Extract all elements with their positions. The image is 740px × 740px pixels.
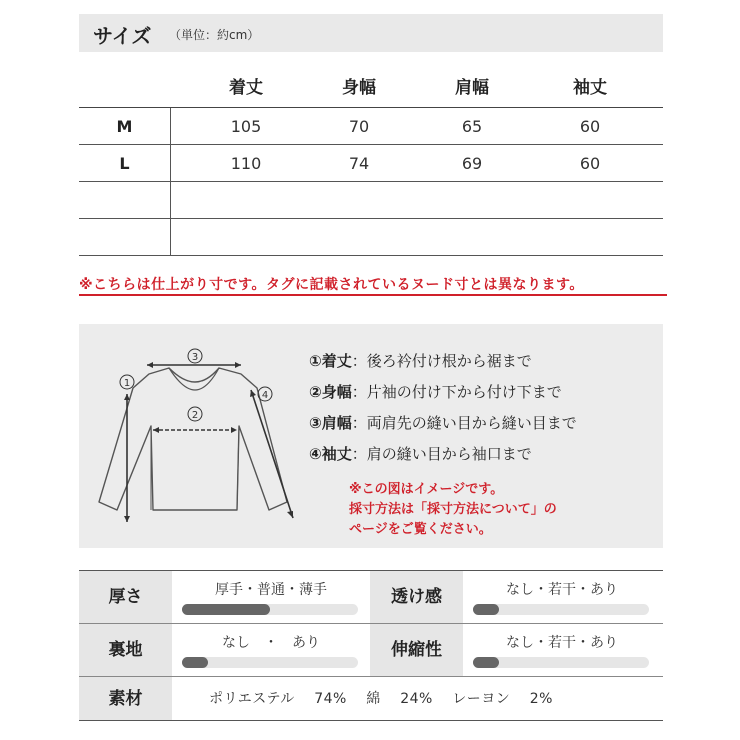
size-table bbox=[79, 70, 663, 256]
thickness-bar-fill bbox=[182, 604, 270, 615]
table-cell: 60 bbox=[579, 154, 601, 173]
legend-item bbox=[309, 350, 577, 381]
table-cell: 70 bbox=[348, 117, 370, 136]
attribute-row bbox=[79, 677, 663, 721]
attribute-table bbox=[79, 570, 663, 721]
legend-item bbox=[309, 412, 577, 443]
table-cell: 65 bbox=[461, 117, 483, 136]
size-table-header-row bbox=[79, 70, 663, 108]
thickness-value bbox=[172, 571, 370, 623]
column-header-length: 着丈 bbox=[229, 78, 263, 98]
row-label-size: L bbox=[79, 145, 171, 181]
transparency-bar-fill bbox=[473, 604, 499, 615]
note-underline bbox=[79, 294, 667, 296]
size-table-corner bbox=[79, 70, 171, 107]
size-note: ※こちらは仕上がり寸です。タグに記載されているヌード寸とは異なります。 bbox=[79, 277, 584, 293]
table-cell: 74 bbox=[348, 154, 370, 173]
attribute-row bbox=[79, 571, 663, 624]
column-header-sleeve-length: 袖丈 bbox=[573, 78, 607, 98]
table-row bbox=[79, 108, 663, 145]
legend-desc: ：肩の縫い目から袖口まで bbox=[351, 445, 532, 463]
marker-1: 1 bbox=[123, 378, 131, 389]
table-cell: 105 bbox=[230, 117, 262, 136]
transparency-options: なし・若干・あり bbox=[506, 582, 618, 598]
legend-key: ②身幅 bbox=[309, 383, 352, 401]
measurement-note-line: ※この図はイメージです。 bbox=[349, 482, 504, 497]
size-unit: （単位：約cm） bbox=[169, 28, 260, 42]
stretch-bar-fill bbox=[473, 657, 499, 668]
measurement-guide bbox=[79, 324, 663, 548]
size-title: サイズ bbox=[93, 24, 152, 48]
size-header bbox=[79, 14, 663, 52]
attribute-row bbox=[79, 624, 663, 677]
marker-2: 2 bbox=[191, 410, 199, 421]
table-cell: 69 bbox=[461, 154, 483, 173]
stretch-value bbox=[463, 624, 661, 676]
table-row bbox=[79, 145, 663, 182]
column-header-shoulder-width: 肩幅 bbox=[455, 78, 489, 98]
stretch-options: なし・若干・あり bbox=[506, 635, 618, 651]
stretch-label: 伸縮性 bbox=[370, 624, 463, 676]
legend-desc: ：両肩先の縫い目から縫い目まで bbox=[351, 414, 577, 432]
lining-bar bbox=[182, 657, 358, 668]
transparency-label: 透け感 bbox=[370, 571, 463, 623]
row-label-size: M bbox=[79, 108, 171, 144]
material-value: ポリエステル 74% 綿 24% レーヨン 2% bbox=[209, 691, 553, 707]
table-cell: 60 bbox=[579, 117, 601, 136]
thickness-options: 厚手・普通・薄手 bbox=[215, 582, 327, 598]
measurement-note bbox=[349, 480, 557, 540]
thickness-bar bbox=[182, 604, 358, 615]
marker-3: 3 bbox=[191, 352, 199, 363]
lining-value bbox=[172, 624, 370, 676]
table-row bbox=[79, 219, 663, 256]
table-cell: 110 bbox=[230, 154, 262, 173]
legend-desc: ：片袖の付け下から付け下まで bbox=[351, 383, 562, 401]
measurement-note-line: 採寸方法は「採寸方法について」の bbox=[349, 502, 557, 517]
thickness-label: 厚さ bbox=[79, 571, 172, 623]
shirt-diagram-icon bbox=[91, 342, 306, 532]
stretch-bar bbox=[473, 657, 649, 668]
lining-bar-fill bbox=[182, 657, 208, 668]
lining-label: 裏地 bbox=[79, 624, 172, 676]
transparency-value bbox=[463, 571, 661, 623]
legend-desc: ：後ろ衿付け根から裾まで bbox=[351, 352, 532, 370]
column-header-body-width: 身幅 bbox=[342, 78, 376, 98]
transparency-bar bbox=[473, 604, 649, 615]
legend-key: ④袖丈 bbox=[309, 445, 352, 463]
legend-key: ③肩幅 bbox=[309, 414, 352, 432]
measurement-legend bbox=[309, 350, 577, 474]
measurement-note-line: ページをご覧ください。 bbox=[349, 522, 492, 537]
row-label-size bbox=[79, 182, 171, 218]
legend-item bbox=[309, 381, 577, 412]
material-label: 素材 bbox=[79, 677, 172, 720]
row-label-size bbox=[79, 219, 171, 255]
table-row bbox=[79, 182, 663, 219]
legend-key: ①着丈 bbox=[309, 352, 352, 370]
lining-options: なし ・ あり bbox=[222, 635, 320, 651]
marker-4: 4 bbox=[261, 390, 269, 401]
legend-item bbox=[309, 443, 577, 474]
